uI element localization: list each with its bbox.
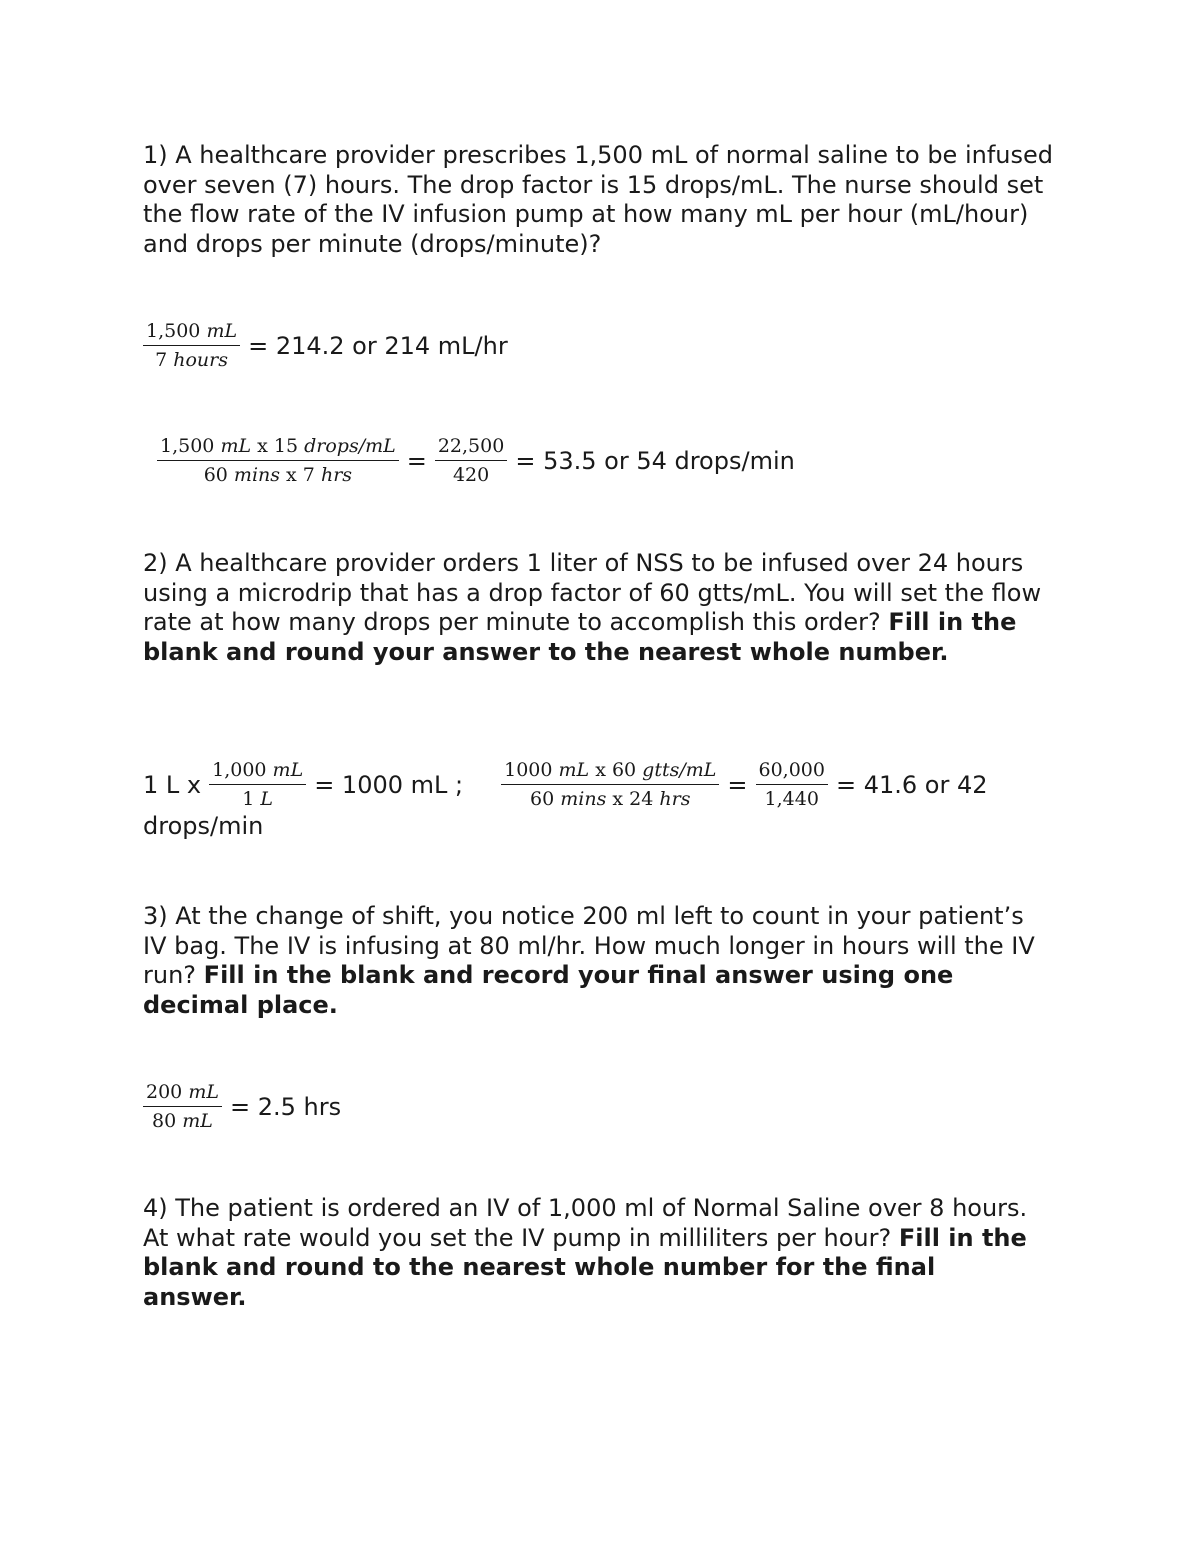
q2-equation-continuation: drops/min (143, 812, 264, 840)
q1-equation-1 (143, 318, 516, 373)
equals-sign: = (727, 770, 748, 799)
question-1 (143, 141, 1053, 259)
question-2 (143, 549, 1053, 667)
denominator: 1 L (242, 788, 274, 810)
numerator: 1,500 mL x 15 drops/mL (157, 433, 399, 461)
denominator: 420 (452, 464, 490, 486)
numerator: 1,500 mL (143, 318, 240, 346)
numerator: 1,000 mL (209, 757, 306, 785)
result-text: = 53.5 or 54 drops/min (515, 446, 795, 475)
fraction (209, 757, 306, 812)
question-3-text: 3) At the change of shift, you notice 200 ml left to count in your patient’s IV bag. The IV is infusing at 80 ml/hr. How much longer in hours will the IV run? (143, 902, 1035, 989)
numerator: 200 mL (143, 1079, 222, 1107)
mid-text: = 1000 mL ; (314, 770, 464, 799)
denominator: 60 mins x 24 hrs (530, 788, 691, 810)
fraction (143, 318, 240, 373)
denominator: 1,440 (764, 788, 819, 810)
q1-equation-2 (157, 433, 803, 488)
question-4-text: 4) The patient is ordered an IV of 1,000 ml of Normal Saline over 8 hours. At what rate would you set the IV pump in milliliters per hour? (143, 1194, 1028, 1252)
question-3-instruction: Fill in the blank and record your final answer using one decimal place. (143, 961, 954, 1019)
q3-equation (143, 1079, 349, 1134)
question-3 (143, 902, 1053, 1020)
numerator: 22,500 (435, 433, 507, 461)
fraction (501, 757, 719, 812)
question-2-instruction: Fill in the blank and round your answer to the nearest whole number. (143, 608, 1017, 666)
result-text: = 41.6 or 42 (835, 770, 988, 799)
denominator: 80 mL (152, 1110, 213, 1132)
question-4 (143, 1194, 1043, 1312)
question-4-instruction: Fill in the blank and round to the nearest whole number for the final answer. (143, 1223, 1027, 1311)
fraction (157, 433, 399, 488)
prefix-text: 1 L x (143, 770, 202, 799)
question-2-text: 2) A healthcare provider orders 1 liter of NSS to be infused over 24 hours using a microdrip that has a drop factor of 60 gtts/mL. You will set the flow rate at how many drops per minute to accomplish this order? (143, 549, 1042, 636)
fraction (143, 1079, 222, 1134)
denominator: 7 hours (155, 349, 228, 371)
numerator: 60,000 (756, 757, 828, 785)
question-1-text: 1) A healthcare provider prescribes 1,500 mL of normal saline to be infused over seven (7) hours. The drop factor is 15 drops/mL. The nurse should set the flow rate of the IV infusion pump at how many mL per hour (mL/hour) and drops per minute (drops/minute)? (143, 141, 1053, 258)
fraction (756, 757, 828, 812)
result-text: = 214.2 or 214 mL/hr (248, 331, 508, 360)
equals-sign: = (406, 446, 427, 475)
numerator: 1000 mL x 60 gtts/mL (501, 757, 719, 785)
result-text: = 2.5 hrs (229, 1092, 342, 1121)
fraction (435, 433, 507, 488)
denominator: 60 mins x 7 hrs (203, 464, 353, 486)
q2-equation (143, 757, 996, 812)
